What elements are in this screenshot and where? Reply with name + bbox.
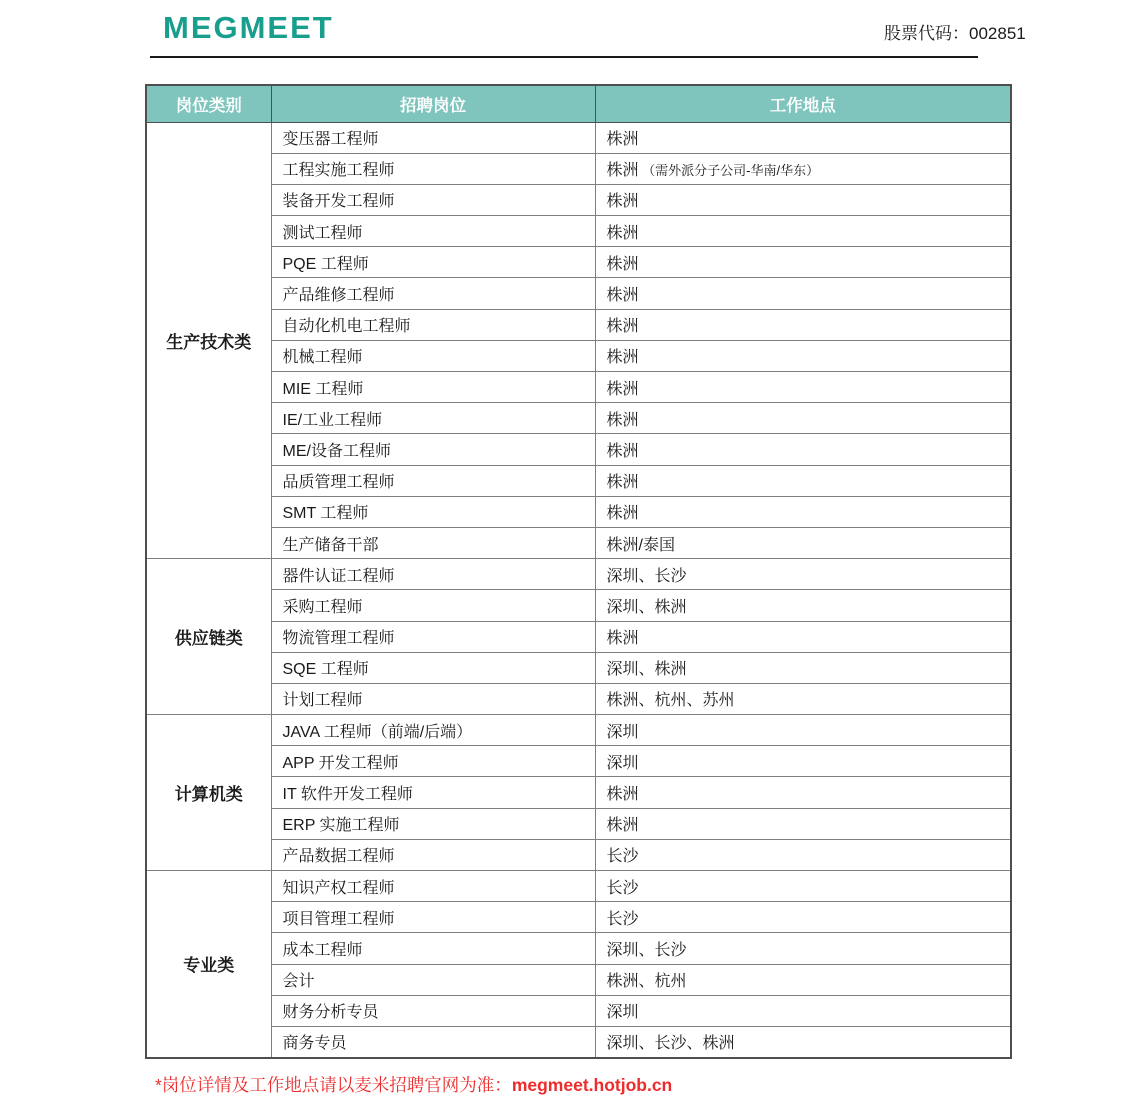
location-text: 深圳、株洲	[606, 598, 687, 616]
location-text: 株洲	[606, 786, 639, 804]
category-cell: 计算机类	[146, 715, 271, 871]
location-cell	[595, 184, 1011, 215]
location-cell	[595, 278, 1011, 309]
location-text: 深圳、长沙	[606, 567, 687, 585]
job-cell: ERP 实施工程师	[271, 808, 595, 839]
table-row	[146, 964, 1011, 995]
job-cell: 装备开发工程师	[271, 184, 595, 215]
table-row	[146, 871, 1011, 902]
location-text: 株洲	[606, 474, 639, 492]
location-cell	[595, 777, 1011, 808]
table-row	[146, 933, 1011, 964]
location-cell	[595, 340, 1011, 371]
job-cell: 机械工程师	[271, 340, 595, 371]
column-header-category: 岗位类别	[146, 85, 271, 122]
location-cell	[595, 403, 1011, 434]
location-text: 株洲、杭州	[606, 973, 687, 991]
job-cell: JAVA 工程师（前端/后端）	[271, 715, 595, 746]
table-row	[146, 496, 1011, 527]
table-row	[146, 715, 1011, 746]
location-text: 长沙	[606, 848, 639, 866]
location-cell	[595, 808, 1011, 839]
location-text: 株洲	[606, 193, 639, 211]
table-row	[146, 590, 1011, 621]
table-row	[146, 559, 1011, 590]
table-row	[146, 278, 1011, 309]
location-text: 株洲	[606, 224, 639, 242]
location-text: 深圳	[606, 1004, 639, 1022]
location-cell	[595, 871, 1011, 902]
megmeet-logo: MEGMEET	[163, 10, 334, 45]
location-text: 株洲	[606, 131, 639, 149]
table-row	[146, 902, 1011, 933]
job-cell: 品质管理工程师	[271, 465, 595, 496]
table-row	[146, 808, 1011, 839]
category-cell: 专业类	[146, 871, 271, 1058]
location-cell	[595, 527, 1011, 558]
job-cell: SQE 工程师	[271, 652, 595, 683]
location-text: 株洲	[606, 162, 639, 180]
footer-url: megmeet.hotjob.cn	[511, 1075, 673, 1095]
location-text: 株洲	[606, 287, 639, 305]
job-cell: 项目管理工程师	[271, 902, 595, 933]
location-cell	[595, 309, 1011, 340]
location-cell	[595, 621, 1011, 652]
location-cell	[595, 683, 1011, 714]
job-cell: 计划工程师	[271, 683, 595, 714]
location-cell	[595, 715, 1011, 746]
job-cell: IE/工业工程师	[271, 403, 595, 434]
table-row	[146, 839, 1011, 870]
location-text: 株洲、杭州、苏州	[606, 692, 735, 710]
stock-code: 股票代码：002851	[884, 24, 1026, 43]
table-row	[146, 340, 1011, 371]
location-text: 株洲	[606, 318, 639, 336]
location-note: （需外派分子公司-华南/华东）	[638, 163, 820, 179]
location-cell	[595, 839, 1011, 870]
location-text: 株洲	[606, 349, 639, 367]
job-cell: 自动化机电工程师	[271, 309, 595, 340]
table-row	[146, 184, 1011, 215]
job-cell: 会计	[271, 964, 595, 995]
job-cell: 生产储备干部	[271, 527, 595, 558]
location-text: 株洲	[606, 442, 639, 460]
job-cell: 工程实施工程师	[271, 153, 595, 184]
table-row	[146, 683, 1011, 714]
location-cell	[595, 496, 1011, 527]
job-cell: SMT 工程师	[271, 496, 595, 527]
job-cell: IT 软件开发工程师	[271, 777, 595, 808]
location-cell	[595, 122, 1011, 153]
table-row	[146, 1026, 1011, 1057]
location-cell	[595, 153, 1011, 184]
location-cell	[595, 933, 1011, 964]
table-row	[146, 216, 1011, 247]
location-cell	[595, 590, 1011, 621]
table-row	[146, 309, 1011, 340]
job-cell: ME/设备工程师	[271, 434, 595, 465]
table-header-row	[146, 85, 1011, 122]
table-row	[146, 527, 1011, 558]
job-cell: 财务分析专员	[271, 995, 595, 1026]
job-cell: APP 开发工程师	[271, 746, 595, 777]
location-cell	[595, 902, 1011, 933]
location-text: 长沙	[606, 910, 639, 928]
footer-note-text: *岗位详情及工作地点请以麦米招聘官网为准：	[155, 1075, 512, 1095]
table-row	[146, 403, 1011, 434]
job-cell: 产品维修工程师	[271, 278, 595, 309]
location-text: 株洲/泰国	[606, 536, 675, 554]
location-cell	[595, 216, 1011, 247]
location-text: 深圳、长沙、株洲	[606, 1035, 735, 1053]
location-cell	[595, 559, 1011, 590]
location-text: 株洲	[606, 411, 639, 429]
jobs-table	[145, 84, 1012, 1059]
location-text: 深圳、长沙	[606, 941, 687, 959]
table-row	[146, 621, 1011, 652]
table-row	[146, 995, 1011, 1026]
table-row	[146, 652, 1011, 683]
location-cell	[595, 465, 1011, 496]
table-row	[146, 434, 1011, 465]
job-cell: 器件认证工程师	[271, 559, 595, 590]
header-divider	[150, 56, 978, 58]
location-text: 深圳、株洲	[606, 661, 687, 679]
location-cell	[595, 995, 1011, 1026]
location-text: 深圳	[606, 754, 639, 772]
job-cell: 变压器工程师	[271, 122, 595, 153]
table-row	[146, 777, 1011, 808]
job-cell: MIE 工程师	[271, 372, 595, 403]
table-row	[146, 247, 1011, 278]
location-cell	[595, 1026, 1011, 1057]
location-text: 株洲	[606, 505, 639, 523]
table-row	[146, 153, 1011, 184]
table-row	[146, 746, 1011, 777]
category-cell: 供应链类	[146, 559, 271, 715]
location-text: 长沙	[606, 879, 639, 897]
table-row	[146, 465, 1011, 496]
category-cell: 生产技术类	[146, 122, 271, 559]
job-cell: 测试工程师	[271, 216, 595, 247]
recruitment-table	[145, 84, 1012, 1059]
job-cell: 物流管理工程师	[271, 621, 595, 652]
location-cell	[595, 652, 1011, 683]
job-cell: 知识产权工程师	[271, 871, 595, 902]
table-row	[146, 122, 1011, 153]
job-cell: 商务专员	[271, 1026, 595, 1057]
job-cell: 成本工程师	[271, 933, 595, 964]
location-text: 株洲	[606, 255, 639, 273]
location-cell	[595, 434, 1011, 465]
job-cell: 采购工程师	[271, 590, 595, 621]
location-cell	[595, 746, 1011, 777]
location-text: 株洲	[606, 630, 639, 648]
footer-note	[155, 1072, 672, 1097]
location-text: 株洲	[606, 817, 639, 835]
location-cell	[595, 964, 1011, 995]
column-header-position: 招聘岗位	[271, 85, 595, 122]
column-header-location: 工作地点	[595, 85, 1011, 122]
table-row	[146, 372, 1011, 403]
location-text: 株洲	[606, 380, 639, 398]
location-cell	[595, 247, 1011, 278]
job-cell: PQE 工程师	[271, 247, 595, 278]
location-cell	[595, 372, 1011, 403]
location-text: 深圳	[606, 723, 639, 741]
job-cell: 产品数据工程师	[271, 839, 595, 870]
